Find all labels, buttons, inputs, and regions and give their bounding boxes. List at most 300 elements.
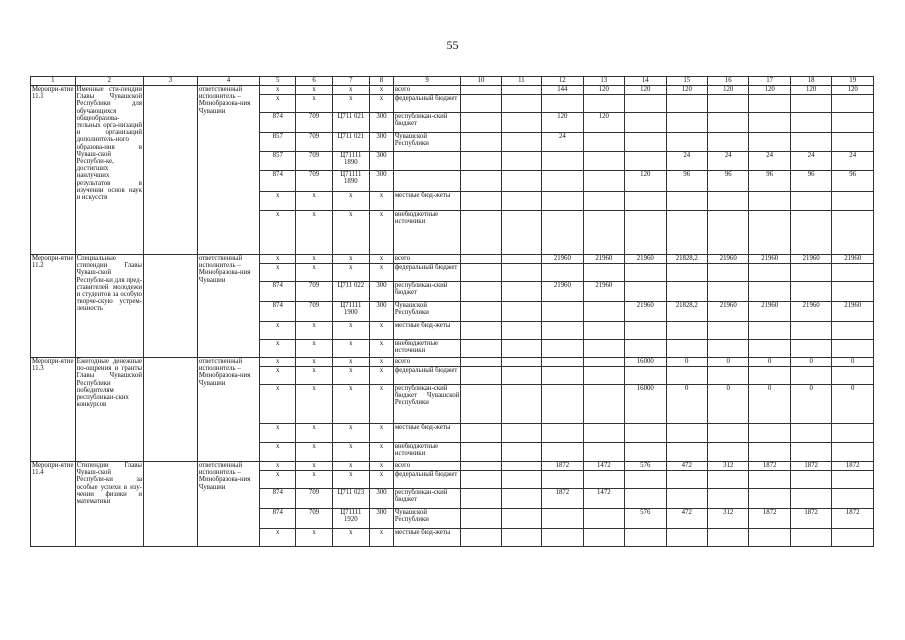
value-cell: [542, 424, 583, 443]
code-cell: 709: [296, 133, 332, 152]
header-row: [31, 77, 874, 86]
value-cell: [749, 282, 790, 302]
code-cell: 874: [260, 302, 296, 322]
code-cell: х: [296, 424, 332, 443]
value-cell: [790, 443, 831, 462]
value-cell: [583, 529, 624, 547]
value-cell: [666, 282, 707, 302]
value-cell: [501, 509, 541, 529]
value-cell: [501, 264, 541, 282]
value-cell: [832, 424, 874, 443]
value-cell: [501, 133, 541, 152]
value-cell: [461, 86, 501, 95]
value-cell: [461, 113, 501, 133]
code-cell: х: [260, 385, 296, 424]
value-cell: [501, 86, 541, 95]
code-cell: 300: [370, 302, 394, 322]
value-cell: 0: [832, 385, 874, 424]
program-table: [30, 76, 874, 547]
value-cell: 0: [749, 358, 790, 367]
value-cell: [625, 443, 666, 462]
code-cell: Ц711 021: [332, 133, 369, 152]
value-cell: 144: [542, 86, 583, 95]
code-cell: 300: [370, 113, 394, 133]
table-body: [31, 77, 874, 547]
code-cell: х: [260, 529, 296, 547]
event-name: Ежегодные денежные по-ощрения и гранты Главы Чувашской Республики победителям республикан-ских конкурсов: [75, 358, 143, 462]
value-cell: [832, 529, 874, 547]
value-cell: [583, 443, 624, 462]
value-cell: [583, 133, 624, 152]
code-cell: х: [332, 264, 369, 282]
value-cell: 21960: [583, 282, 624, 302]
value-cell: [542, 171, 583, 192]
value-cell: 21960: [749, 302, 790, 322]
value-cell: 21960: [832, 255, 874, 264]
column-number: 5: [260, 77, 296, 86]
value-cell: [583, 171, 624, 192]
funding-source: внебюджетные источники: [393, 340, 460, 358]
value-cell: [707, 443, 748, 462]
code-cell: х: [370, 471, 394, 489]
event-name: Специальные стипендии Главы Чуваш-ской Республи-ки для пред-ставителей молодежи и студентов за особую творче-скую устрем-ленность: [75, 255, 143, 358]
code-cell: х: [332, 86, 369, 95]
value-cell: [707, 211, 748, 255]
column-number: 9: [393, 77, 460, 86]
value-cell: 1872: [749, 462, 790, 471]
value-cell: [707, 282, 748, 302]
code-cell: х: [370, 255, 394, 264]
value-cell: 1872: [832, 462, 874, 471]
value-cell: [501, 385, 541, 424]
code-cell: х: [260, 95, 296, 113]
value-cell: 21960: [542, 255, 583, 264]
code-cell: х: [296, 340, 332, 358]
code-cell: 709: [296, 113, 332, 133]
code-cell: х: [260, 340, 296, 358]
value-cell: [461, 152, 501, 171]
value-cell: 0: [707, 358, 748, 367]
funding-source: республикан-ский бюджет: [393, 113, 460, 133]
column-number: 8: [370, 77, 394, 86]
value-cell: [625, 152, 666, 171]
code-cell: х: [260, 255, 296, 264]
value-cell: [625, 424, 666, 443]
value-cell: [461, 211, 501, 255]
value-cell: [461, 322, 501, 340]
value-cell: 21828,2: [666, 255, 707, 264]
table-row: [31, 462, 874, 471]
value-cell: [542, 192, 583, 211]
column-number: 1: [31, 77, 76, 86]
value-cell: 120: [666, 86, 707, 95]
column-number: 18: [790, 77, 831, 86]
value-cell: 96: [707, 171, 748, 192]
value-cell: [832, 264, 874, 282]
coexecutor-cell: [144, 255, 198, 358]
value-cell: [542, 385, 583, 424]
value-cell: 21960: [707, 302, 748, 322]
code-cell: Ц71111 1920: [332, 509, 369, 529]
value-cell: [790, 282, 831, 302]
value-cell: 312: [707, 462, 748, 471]
value-cell: [461, 264, 501, 282]
code-cell: х: [370, 95, 394, 113]
value-cell: [707, 489, 748, 509]
value-cell: [501, 443, 541, 462]
value-cell: [749, 340, 790, 358]
value-cell: [583, 264, 624, 282]
value-cell: [501, 171, 541, 192]
value-cell: [542, 358, 583, 367]
funding-source: всего: [393, 462, 460, 471]
funding-source: внебюджетные источники: [393, 211, 460, 255]
code-cell: Ц71111 1900: [332, 302, 369, 322]
table-row: [31, 255, 874, 264]
value-cell: 21960: [790, 255, 831, 264]
value-cell: [749, 443, 790, 462]
value-cell: [625, 367, 666, 385]
value-cell: 21960: [707, 255, 748, 264]
value-cell: [707, 424, 748, 443]
value-cell: [707, 529, 748, 547]
value-cell: 24: [707, 152, 748, 171]
value-cell: 1472: [583, 462, 624, 471]
page-number: 55: [446, 38, 459, 52]
value-cell: [832, 211, 874, 255]
column-number: 15: [666, 77, 707, 86]
column-number: 14: [625, 77, 666, 86]
column-number: 3: [144, 77, 198, 86]
value-cell: [749, 133, 790, 152]
value-cell: 120: [832, 86, 874, 95]
column-number: 7: [332, 77, 369, 86]
code-cell: х: [332, 471, 369, 489]
value-cell: [625, 471, 666, 489]
code-cell: х: [370, 424, 394, 443]
code-cell: 709: [296, 489, 332, 509]
value-cell: [625, 264, 666, 282]
code-cell: х: [332, 462, 369, 471]
code-cell: х: [260, 367, 296, 385]
value-cell: [583, 211, 624, 255]
event-number: Меропри-ятие 11.2: [31, 255, 76, 358]
value-cell: [542, 211, 583, 255]
value-cell: [790, 322, 831, 340]
code-cell: х: [370, 264, 394, 282]
code-cell: х: [332, 385, 369, 424]
value-cell: 21960: [749, 255, 790, 264]
value-cell: [749, 113, 790, 133]
value-cell: [790, 133, 831, 152]
value-cell: [749, 367, 790, 385]
value-cell: 472: [666, 509, 707, 529]
value-cell: [832, 282, 874, 302]
value-cell: [749, 489, 790, 509]
value-cell: [583, 340, 624, 358]
code-cell: 709: [296, 282, 332, 302]
value-cell: [583, 424, 624, 443]
value-cell: [542, 471, 583, 489]
code-cell: х: [370, 443, 394, 462]
code-cell: х: [332, 95, 369, 113]
value-cell: [666, 211, 707, 255]
code-cell: 300: [370, 489, 394, 509]
value-cell: 0: [790, 358, 831, 367]
value-cell: [501, 424, 541, 443]
code-cell: х: [296, 529, 332, 547]
value-cell: 21960: [583, 255, 624, 264]
funding-source: федеральный бюджет: [393, 471, 460, 489]
value-cell: [790, 471, 831, 489]
value-cell: 120: [707, 86, 748, 95]
value-cell: [790, 113, 831, 133]
coexecutor-cell: [144, 462, 198, 547]
value-cell: [666, 113, 707, 133]
value-cell: [501, 471, 541, 489]
value-cell: [542, 322, 583, 340]
code-cell: х: [370, 529, 394, 547]
table-row: [31, 358, 874, 367]
value-cell: [790, 264, 831, 282]
coexecutor-cell: [144, 358, 198, 462]
code-cell: 300: [370, 282, 394, 302]
value-cell: [790, 424, 831, 443]
code-cell: х: [296, 367, 332, 385]
value-cell: [832, 489, 874, 509]
value-cell: 1872: [542, 489, 583, 509]
value-cell: [625, 192, 666, 211]
value-cell: [501, 322, 541, 340]
value-cell: [501, 192, 541, 211]
value-cell: [542, 152, 583, 171]
code-cell: х: [260, 443, 296, 462]
value-cell: [832, 367, 874, 385]
value-cell: [501, 367, 541, 385]
code-cell: 874: [260, 489, 296, 509]
funding-source: Чувашской Республики: [393, 302, 460, 322]
code-cell: х: [296, 462, 332, 471]
value-cell: [501, 489, 541, 509]
value-cell: [832, 322, 874, 340]
value-cell: [461, 462, 501, 471]
code-cell: х: [260, 86, 296, 95]
code-cell: х: [296, 443, 332, 462]
value-cell: [461, 255, 501, 264]
value-cell: 576: [625, 462, 666, 471]
funding-source: Чувашской Республики: [393, 509, 460, 529]
code-cell: х: [296, 255, 332, 264]
value-cell: [461, 489, 501, 509]
code-cell: х: [332, 529, 369, 547]
funding-source: [393, 171, 460, 192]
value-cell: [707, 264, 748, 282]
value-cell: [501, 95, 541, 113]
value-cell: 0: [666, 385, 707, 424]
value-cell: [749, 192, 790, 211]
value-cell: 96: [666, 171, 707, 192]
code-cell: х: [370, 358, 394, 367]
column-number: 13: [583, 77, 624, 86]
value-cell: 0: [749, 385, 790, 424]
value-cell: [707, 471, 748, 489]
value-cell: [542, 95, 583, 113]
column-number: 12: [542, 77, 583, 86]
value-cell: [666, 367, 707, 385]
value-cell: [625, 529, 666, 547]
value-cell: [583, 358, 624, 367]
column-number: 11: [501, 77, 541, 86]
code-cell: х: [260, 462, 296, 471]
event-number: Меропри-ятие 11.1: [31, 86, 76, 255]
value-cell: [542, 302, 583, 322]
value-cell: 24: [666, 152, 707, 171]
funding-source: местные бюд-жеты: [393, 192, 460, 211]
value-cell: [583, 95, 624, 113]
value-cell: [749, 529, 790, 547]
code-cell: х: [296, 192, 332, 211]
value-cell: [583, 302, 624, 322]
value-cell: [790, 95, 831, 113]
code-cell: х: [296, 385, 332, 424]
value-cell: [501, 358, 541, 367]
column-number: 17: [749, 77, 790, 86]
responsible-executor: ответственный исполнитель – Минобразова-ния Чувашии: [197, 462, 259, 547]
value-cell: [625, 489, 666, 509]
value-cell: [749, 471, 790, 489]
value-cell: [790, 340, 831, 358]
code-cell: х: [332, 211, 369, 255]
code-cell: 857: [260, 133, 296, 152]
code-cell: Ц711 023: [332, 489, 369, 509]
value-cell: [666, 529, 707, 547]
value-cell: [790, 529, 831, 547]
code-cell: х: [370, 211, 394, 255]
code-cell: х: [260, 424, 296, 443]
code-cell: 874: [260, 113, 296, 133]
code-cell: х: [332, 424, 369, 443]
code-cell: х: [332, 367, 369, 385]
value-cell: 120: [583, 86, 624, 95]
value-cell: 1472: [583, 489, 624, 509]
value-cell: [542, 264, 583, 282]
code-cell: х: [370, 322, 394, 340]
value-cell: 1872: [790, 509, 831, 529]
value-cell: [542, 509, 583, 529]
value-cell: [790, 211, 831, 255]
value-cell: [707, 133, 748, 152]
value-cell: [832, 443, 874, 462]
code-cell: х: [260, 322, 296, 340]
value-cell: 21960: [832, 302, 874, 322]
funding-source: всего: [393, 358, 460, 367]
column-number: 2: [75, 77, 143, 86]
code-cell: 709: [296, 509, 332, 529]
code-cell: 874: [260, 509, 296, 529]
value-cell: [461, 95, 501, 113]
value-cell: [583, 509, 624, 529]
responsible-executor: ответственный исполнитель – Минобразова-ния Чувашии: [197, 86, 259, 255]
value-cell: [501, 113, 541, 133]
value-cell: 120: [625, 171, 666, 192]
value-cell: [666, 133, 707, 152]
value-cell: 24: [542, 133, 583, 152]
funding-source: федеральный бюджет: [393, 367, 460, 385]
value-cell: 16000: [625, 385, 666, 424]
code-cell: х: [260, 211, 296, 255]
value-cell: [832, 471, 874, 489]
code-cell: х: [370, 86, 394, 95]
code-cell: х: [260, 358, 296, 367]
value-cell: [501, 152, 541, 171]
value-cell: [461, 340, 501, 358]
coexecutor-cell: [144, 86, 198, 255]
value-cell: [501, 255, 541, 264]
value-cell: 24: [790, 152, 831, 171]
value-cell: [749, 95, 790, 113]
value-cell: [790, 367, 831, 385]
code-cell: х: [370, 367, 394, 385]
value-cell: [832, 133, 874, 152]
value-cell: 0: [832, 358, 874, 367]
value-cell: [666, 424, 707, 443]
value-cell: [542, 367, 583, 385]
value-cell: [461, 358, 501, 367]
value-cell: [666, 322, 707, 340]
value-cell: [461, 529, 501, 547]
value-cell: [625, 113, 666, 133]
value-cell: [583, 152, 624, 171]
code-cell: х: [332, 340, 369, 358]
column-number: 16: [707, 77, 748, 86]
value-cell: 21960: [625, 302, 666, 322]
code-cell: х: [332, 255, 369, 264]
funding-source: республикан-ский бюджет Чувашской Республики: [393, 385, 460, 424]
code-cell: 709: [296, 302, 332, 322]
funding-source: местные бюд-жеты: [393, 322, 460, 340]
value-cell: [666, 95, 707, 113]
value-cell: [749, 264, 790, 282]
value-cell: [461, 385, 501, 424]
value-cell: [461, 171, 501, 192]
value-cell: [461, 367, 501, 385]
value-cell: 1872: [542, 462, 583, 471]
value-cell: [832, 340, 874, 358]
code-cell: 300: [370, 152, 394, 171]
code-cell: х: [296, 264, 332, 282]
value-cell: [790, 192, 831, 211]
code-cell: 709: [296, 171, 332, 192]
funding-source: Чувашской Республики: [393, 133, 460, 152]
value-cell: [461, 192, 501, 211]
code-cell: х: [260, 471, 296, 489]
value-cell: 21960: [790, 302, 831, 322]
value-cell: [625, 133, 666, 152]
value-cell: [625, 211, 666, 255]
funding-source: всего: [393, 86, 460, 95]
value-cell: [666, 264, 707, 282]
code-cell: Ц71111 1890: [332, 171, 369, 192]
code-cell: 300: [370, 509, 394, 529]
event-number: Меропри-ятие 11.3: [31, 358, 76, 462]
value-cell: [501, 282, 541, 302]
code-cell: х: [332, 443, 369, 462]
value-cell: [583, 471, 624, 489]
value-cell: [583, 322, 624, 340]
value-cell: 0: [790, 385, 831, 424]
funding-source: всего: [393, 255, 460, 264]
value-cell: 96: [749, 171, 790, 192]
